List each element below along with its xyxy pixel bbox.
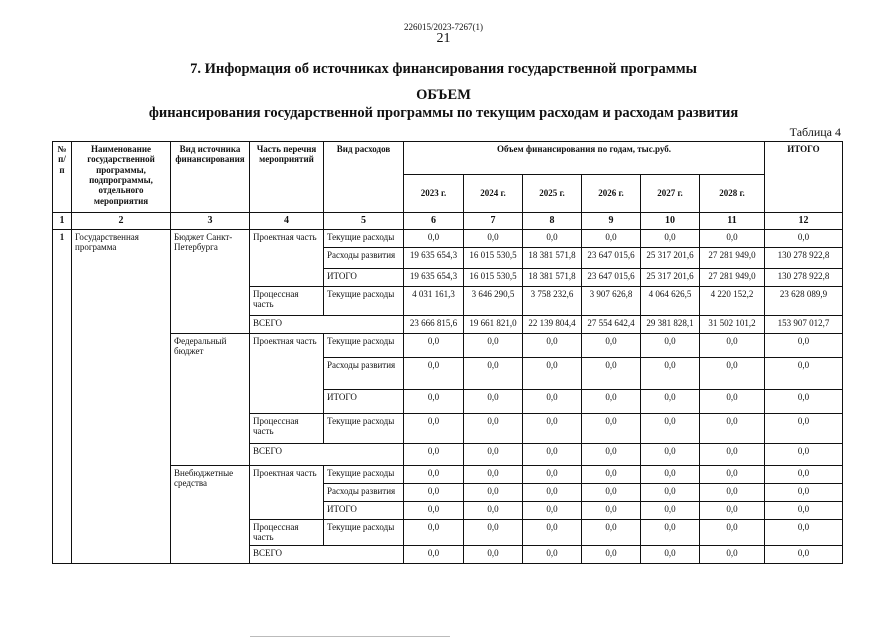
table-row: [53, 334, 843, 358]
header-total: ИТОГО: [765, 142, 843, 213]
value-cell: 0,0: [582, 334, 641, 358]
value-cell: 0,0: [464, 444, 523, 466]
header-year: 2025 г.: [523, 175, 582, 213]
value-cell: 0,0: [700, 466, 765, 484]
value-cell: 0,0: [641, 520, 700, 546]
part-label: Проектная часть: [250, 466, 324, 520]
column-number: 12: [765, 213, 843, 230]
value-cell: 0,0: [641, 466, 700, 484]
value-cell: 0,0: [523, 414, 582, 444]
subtitle-description: финансирования государственной программы по текущим расходам и расходам развития: [148, 105, 739, 121]
value-cell: 0,0: [700, 334, 765, 358]
table-label: Таблица 4: [789, 125, 841, 139]
value-cell: 19 635 654,3: [404, 269, 464, 287]
value-cell: 0,0: [582, 444, 641, 466]
value-cell: 16 015 530,5: [464, 269, 523, 287]
expense-type-label: Текущие расходы: [324, 466, 404, 484]
value-cell: 0,0: [464, 545, 523, 563]
value-cell: 0,0: [404, 334, 464, 358]
value-cell: 0,0: [404, 230, 464, 248]
value-cell: 0,0: [641, 484, 700, 502]
value-cell: 0,0: [404, 484, 464, 502]
value-cell: 18 381 571,8: [523, 248, 582, 269]
value-cell: 0,0: [582, 466, 641, 484]
value-cell: 0,0: [404, 466, 464, 484]
table-row: [53, 466, 843, 484]
value-cell: 0,0: [523, 466, 582, 484]
value-cell: 0,0: [582, 414, 641, 444]
value-cell: 23 666 815,6: [404, 316, 464, 334]
expense-type-label: Текущие расходы: [324, 230, 404, 248]
header-name: Наименование государственной программы, подпрограммы, отдельного мероприятия: [72, 142, 171, 213]
header-volume: Объем финансирования по годам, тыс.руб.: [404, 142, 765, 175]
value-cell: 0,0: [765, 466, 843, 484]
value-cell: 0,0: [765, 520, 843, 546]
header-year: 2026 г.: [582, 175, 641, 213]
expense-type-label: Текущие расходы: [324, 334, 404, 358]
header-year: 2024 г.: [464, 175, 523, 213]
column-number-row: [53, 213, 843, 230]
value-cell: 0,0: [404, 390, 464, 414]
value-cell: 0,0: [523, 230, 582, 248]
header-year: 2027 г.: [641, 175, 700, 213]
value-cell: 0,0: [523, 520, 582, 546]
vsego-label: ВСЕГО: [250, 316, 404, 334]
value-cell: 0,0: [765, 334, 843, 358]
vsego-label: ВСЕГО: [250, 545, 404, 563]
value-cell: 3 758 232,6: [523, 287, 582, 316]
header-source: Вид источника финансирования: [171, 142, 250, 213]
column-number: 1: [53, 213, 72, 230]
program-name: Государственная программа: [72, 230, 171, 564]
value-cell: 0,0: [464, 520, 523, 546]
value-cell: 0,0: [700, 414, 765, 444]
value-cell: 0,0: [641, 545, 700, 563]
value-cell: 0,0: [700, 390, 765, 414]
value-cell: 27 281 949,0: [700, 269, 765, 287]
header-part: Часть перечня мероприятий: [250, 142, 324, 213]
value-cell: 25 317 201,6: [641, 269, 700, 287]
table-row: [53, 230, 843, 248]
value-cell: 0,0: [523, 502, 582, 520]
value-cell: 0,0: [582, 484, 641, 502]
value-cell: 31 502 101,2: [700, 316, 765, 334]
value-cell: 22 139 804,4: [523, 316, 582, 334]
value-cell: 0,0: [641, 230, 700, 248]
value-cell: 0,0: [765, 502, 843, 520]
part-label: Процессная часть: [250, 520, 324, 546]
value-cell: 0,0: [404, 520, 464, 546]
value-cell: 0,0: [582, 545, 641, 563]
value-cell: 0,0: [641, 414, 700, 444]
subtitle-volume: ОБЪЕМ: [416, 87, 471, 103]
header-row-1: [53, 142, 843, 175]
value-cell: 0,0: [765, 484, 843, 502]
value-cell: 0,0: [523, 390, 582, 414]
value-cell: 0,0: [700, 230, 765, 248]
value-cell: 18 381 571,8: [523, 269, 582, 287]
value-cell: 130 278 922,8: [765, 248, 843, 269]
scan-artifact-line: [250, 636, 450, 637]
column-number: 5: [324, 213, 404, 230]
expense-type-label: Расходы развития: [324, 358, 404, 390]
part-label: Проектная часть: [250, 334, 324, 414]
value-cell: 0,0: [464, 390, 523, 414]
expense-type-label: Расходы развития: [324, 484, 404, 502]
column-number: 4: [250, 213, 324, 230]
part-label: Процессная часть: [250, 287, 324, 316]
value-cell: 0,0: [765, 390, 843, 414]
value-cell: 0,0: [641, 390, 700, 414]
column-number: 10: [641, 213, 700, 230]
expense-type-label: Текущие расходы: [324, 287, 404, 316]
value-cell: 3 646 290,5: [464, 287, 523, 316]
value-cell: 0,0: [464, 502, 523, 520]
column-number: 8: [523, 213, 582, 230]
document-number: 226015/2023-7267(1): [404, 22, 483, 32]
value-cell: 0,0: [404, 414, 464, 444]
value-cell: 0,0: [700, 520, 765, 546]
value-cell: 29 381 828,1: [641, 316, 700, 334]
value-cell: 16 015 530,5: [464, 248, 523, 269]
value-cell: 0,0: [464, 358, 523, 390]
value-cell: 0,0: [765, 414, 843, 444]
value-cell: 0,0: [404, 545, 464, 563]
header-num: № п/п: [53, 142, 72, 213]
column-number: 3: [171, 213, 250, 230]
source-name: Внебюджетные средства: [171, 466, 250, 564]
value-cell: 23 647 015,6: [582, 248, 641, 269]
header-expense-type: Вид расходов: [324, 142, 404, 213]
value-cell: 0,0: [523, 444, 582, 466]
part-label: Проектная часть: [250, 230, 324, 287]
column-number: 11: [700, 213, 765, 230]
value-cell: 0,0: [404, 358, 464, 390]
vsego-label: ВСЕГО: [250, 444, 404, 466]
header-year: 2028 г.: [700, 175, 765, 213]
part-label: Процессная часть: [250, 414, 324, 444]
value-cell: 0,0: [641, 502, 700, 520]
value-cell: 0,0: [641, 334, 700, 358]
value-cell: 0,0: [641, 358, 700, 390]
value-cell: 0,0: [464, 466, 523, 484]
itogo-label: ИТОГО: [324, 502, 404, 520]
page-number: 21: [436, 31, 451, 46]
value-cell: 0,0: [582, 520, 641, 546]
financing-table-body: [53, 142, 843, 564]
expense-type-label: Текущие расходы: [324, 414, 404, 444]
value-cell: 0,0: [523, 545, 582, 563]
value-cell: 0,0: [464, 414, 523, 444]
value-cell: 0,0: [641, 444, 700, 466]
value-cell: 4 220 152,2: [700, 287, 765, 316]
value-cell: 27 281 949,0: [700, 248, 765, 269]
column-number: 6: [404, 213, 464, 230]
expense-type-label: Текущие расходы: [324, 520, 404, 546]
value-cell: 0,0: [765, 444, 843, 466]
value-cell: 0,0: [464, 230, 523, 248]
value-cell: 130 278 922,8: [765, 269, 843, 287]
value-cell: 0,0: [523, 484, 582, 502]
value-cell: 23 628 089,9: [765, 287, 843, 316]
value-cell: 0,0: [464, 484, 523, 502]
value-cell: 4 031 161,3: [404, 287, 464, 316]
value-cell: 0,0: [523, 358, 582, 390]
value-cell: 0,0: [404, 502, 464, 520]
value-cell: 23 647 015,6: [582, 269, 641, 287]
expense-type-label: Расходы развития: [324, 248, 404, 269]
value-cell: 0,0: [523, 334, 582, 358]
value-cell: 0,0: [582, 230, 641, 248]
value-cell: 0,0: [700, 545, 765, 563]
itogo-label: ИТОГО: [324, 269, 404, 287]
value-cell: 0,0: [700, 484, 765, 502]
column-number: 2: [72, 213, 171, 230]
value-cell: 0,0: [765, 545, 843, 563]
value-cell: 3 907 626,8: [582, 287, 641, 316]
program-number: 1: [53, 230, 72, 564]
section-title: 7. Информация об источниках финансирования государственной программы: [190, 61, 697, 77]
value-cell: 0,0: [464, 334, 523, 358]
value-cell: 153 907 012,7: [765, 316, 843, 334]
value-cell: 4 064 626,5: [641, 287, 700, 316]
value-cell: 0,0: [700, 358, 765, 390]
value-cell: 0,0: [700, 444, 765, 466]
value-cell: 0,0: [765, 230, 843, 248]
value-cell: 19 661 821,0: [464, 316, 523, 334]
value-cell: 0,0: [582, 390, 641, 414]
source-name: Бюджет Санкт-Петербурга: [171, 230, 250, 334]
value-cell: 0,0: [582, 502, 641, 520]
header-year: 2023 г.: [404, 175, 464, 213]
value-cell: 0,0: [765, 358, 843, 390]
source-name: Федеральный бюджет: [171, 334, 250, 466]
value-cell: 27 554 642,4: [582, 316, 641, 334]
value-cell: 0,0: [404, 444, 464, 466]
value-cell: 25 317 201,6: [641, 248, 700, 269]
itogo-label: ИТОГО: [324, 390, 404, 414]
value-cell: 19 635 654,3: [404, 248, 464, 269]
value-cell: 0,0: [700, 502, 765, 520]
value-cell: 0,0: [582, 358, 641, 390]
column-number: 7: [464, 213, 523, 230]
financing-table: [52, 141, 843, 564]
column-number: 9: [582, 213, 641, 230]
